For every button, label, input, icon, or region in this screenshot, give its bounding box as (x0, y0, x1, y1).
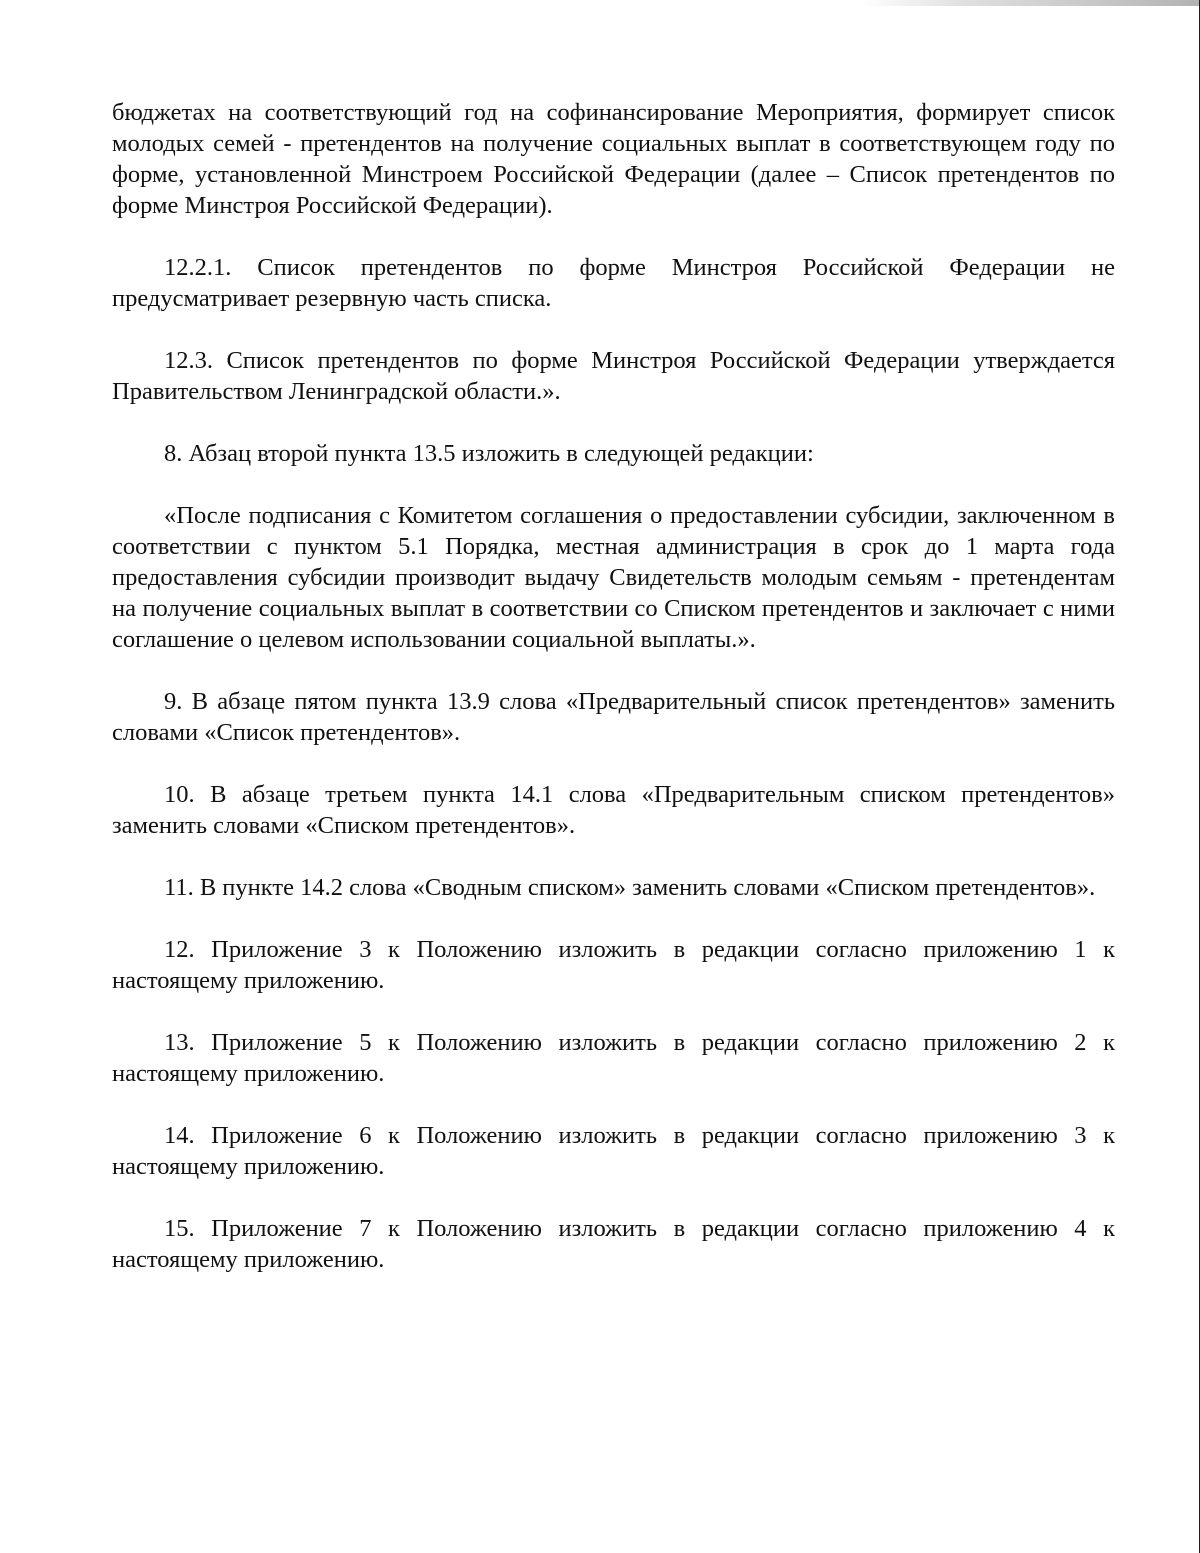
paragraph-item-12: 12. Приложение 3 к Положению изложить в редакции согласно приложению 1 к настоящему приложению. (112, 936, 1115, 994)
paragraph-item-13: 13. Приложение 5 к Положению изложить в редакции согласно приложению 2 к настоящему приложению. (112, 1029, 1115, 1087)
paragraph-item-10: 10. В абзаце третьем пункта 14.1 слова «Предварительным списком претендентов» заменить словами «Списком претендентов». (112, 781, 1115, 839)
paragraph-item-9: 9. В абзаце пятом пункта 13.9 слова «Предварительный список претендентов» заменить словами «Список претендентов». (112, 688, 1115, 746)
paragraph-12-3: 12.3. Список претендентов по форме Минстроя Российской Федерации утверждается Правительством Ленинградской области.». (112, 347, 1115, 405)
paragraph-quote-13-5: «После подписания с Комитетом соглашения о предоставлении субсидии, заключенном в соответствии с пунктом 5.1 Порядка, местная администрация в срок до 1 марта года предоставления субсидии производит выдачу Свидетельств молодым семьям - претендентам на получение социальных выплат в соответствии со Списком претендентов и заключает с ними соглашение о целевом использовании социальной выплаты.». (112, 502, 1115, 653)
paragraph-continuation: бюджетах на соответствующий год на софинансирование Мероприятия, формирует список молодых семей - претендентов на получение социальных выплат в соответствующем году по форме, установленной Минстроем Российской Федерации (далее – Список претендентов по форме Минстроя Российской Федерации). (112, 99, 1115, 219)
paragraph-item-8: 8. Абзац второй пункта 13.5 изложить в следующей редакции: (164, 440, 814, 467)
scan-artifact (860, 0, 1200, 6)
paragraph-item-11: 11. В пункте 14.2 слова «Сводным списком» заменить словами «Списком претендентов». (164, 874, 1096, 901)
paragraph-item-15: 15. Приложение 7 к Положению изложить в редакции согласно приложению 4 к настоящему приложению. (112, 1215, 1115, 1273)
document-body (112, 97, 1115, 1306)
paragraph-12-2-1: 12.2.1. Список претендентов по форме Минстроя Российской Федерации не предусматривает резервную часть списка. (112, 254, 1115, 312)
paragraph-item-14: 14. Приложение 6 к Положению изложить в редакции согласно приложению 3 к настоящему приложению. (112, 1122, 1115, 1180)
